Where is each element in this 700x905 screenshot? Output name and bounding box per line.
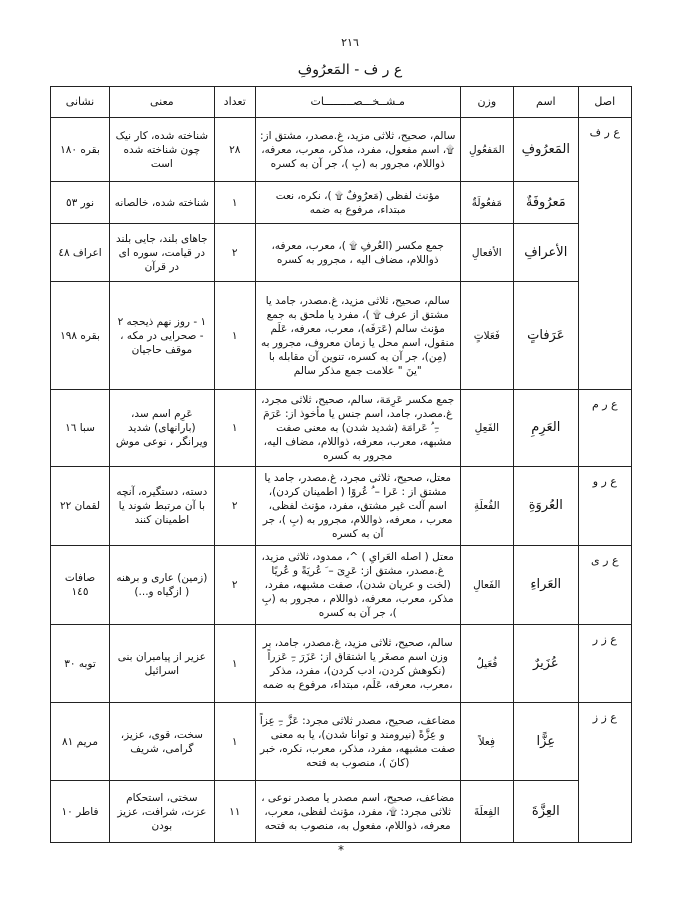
page-title: ع ر ف - المَعرُوفِ (297, 62, 403, 78)
meaning-cell: شناخته شده، کار نیک چون شناخته شده است (110, 118, 215, 182)
ism-cell: مَعرُوفَةٌ (514, 182, 579, 224)
description-cell: معتل، صحیح، ثلاثی مجرد، غ.مصدر، جامد یا مشتق از : عَرا – ُ عُروًا ( اطمینان کردن)، اسم آلت غیر مشتق، مفرد، مؤنث لفظی، معرب ، معرفه، ذواللام، مجرور به (بِ )، جر آن به کسره (255, 467, 460, 546)
count-cell: ١ (214, 182, 255, 224)
meaning-cell: شناخته شده، خالصانه (110, 182, 215, 224)
description-cell: سالم، صحیح، ثلاثی مزید، غ.مصدر، مشتق از: ۩، اسم مفعول، مفرد، مذکر، معرب، معرفه، ذواللام، مجرور به (بِ )، جر آن به کسره (255, 118, 460, 182)
description-cell: سالم، صحیح، ثلاثی مزید، غ.مصدر، جامد، بر وزن اسم مصغَر یا اشتقاق از: عَزَرَ –ِ عَزراً (نکوهش کردن، ادب کردن)، مفرد، مذکر ،معرب، معرفه، عَلَم، مبتداء، مرفوع به ضمه (255, 625, 460, 703)
ism-cell: العُروَةِ (514, 467, 579, 546)
meaning-cell: عزیر از پیامبران بنی اسرائیل (110, 625, 215, 703)
count-cell: ٢ (214, 546, 255, 625)
count-cell: ٢ (214, 224, 255, 282)
reference-cell: سبا ١٦ (51, 390, 110, 467)
meaning-cell: ١ - روز نهم ذیحجه ٢ - صحرایی در مکه ، موقف حاجیان (110, 282, 215, 390)
root-cell: ع ز ر (578, 625, 631, 703)
header-reference: نشانی (51, 87, 110, 118)
meaning-cell: (زمین) عاری و برهنه ( ازگیاه و...) (110, 546, 215, 625)
count-cell: ١ (214, 703, 255, 781)
ism-cell: العِزَّةَ (514, 781, 579, 843)
wazn-cell: الفُعلَةِ (460, 467, 513, 546)
header-meaning: معنی (110, 87, 215, 118)
description-cell: مضاعف، صحیح، مصدر ثلاثی مجرد: عَزَّ –ِ عِزاً و عِزَّةً (نیرومند و توانا شدن)، یا به معنی صفت مشبهه، مفرد، مذکر، معرب، نکره، خبر (کانَ )، منصوب به فتحه (255, 703, 460, 781)
reference-cell: توبه ٣٠ (51, 625, 110, 703)
wazn-cell: الأفعالِ (460, 224, 513, 282)
root-cell: ع ر و (578, 467, 631, 546)
wazn-cell: فُعَیلٌ (460, 625, 513, 703)
description-cell: جمع مکسر (العُرفِ ۩ )، معرب، معرفه، ذواللام، مضاف الیه ، مجرور به کسره (255, 224, 460, 282)
meaning-cell: دسته، دستگیره، آنچه با آن مرتبط شوند یا اطمینان کنند (110, 467, 215, 546)
count-cell: ٢ (214, 467, 255, 546)
count-cell: ١١ (214, 781, 255, 843)
table-row (51, 467, 632, 546)
count-cell: ١ (214, 625, 255, 703)
count-cell: ١ (214, 282, 255, 390)
table-row (51, 546, 632, 625)
meaning-cell: عَرِم اسم سد، (بارانهای) شدید ویرانگر ، نوعی موش (110, 390, 215, 467)
root-cell: ع ر م (578, 390, 631, 467)
meaning-cell: سخت، قوی، عزیز، گرامی، شریف (110, 703, 215, 781)
reference-cell: نور ٥٣ (51, 182, 110, 224)
count-cell: ١ (214, 390, 255, 467)
description-cell: سالم، صحیح، ثلاثی مزید، غ.مصدر، جامد یا مشتق از عرف ۩ )، مفرد یا ملحق به جمع مؤنث سالم (عَرَفَه)، معرب، معرفه، عَلَم منقول، اسم محل یا زمان معروف، مجرور به (مِن)، جر آن به کسره، تنوین آن مقابله با "ینَ " علامت جمع مذکر سالم (255, 282, 460, 390)
lexicon-table (50, 86, 632, 843)
header-description: مـشــخـــصـــــــــات (255, 87, 460, 118)
header-ism: اسم (514, 87, 579, 118)
table-row (51, 781, 632, 843)
wazn-cell: مَفعُولَةٌ (460, 182, 513, 224)
ism-cell: العَراءِ (514, 546, 579, 625)
header-count: تعداد (214, 87, 255, 118)
reference-cell: لقمان ٢٢ (51, 467, 110, 546)
wazn-cell: المَفعُولِ (460, 118, 513, 182)
table-row (51, 118, 632, 182)
ism-cell: عُزَیرٌ (514, 625, 579, 703)
wazn-cell: الفِعلَةَ (460, 781, 513, 843)
table-header-row (51, 87, 632, 118)
footer-mark: * (338, 843, 344, 857)
wazn-cell: فِعلاً (460, 703, 513, 781)
table-row (51, 224, 632, 282)
ism-cell: المَعرُوفِ (514, 118, 579, 182)
header-asl: اصل (578, 87, 631, 118)
ism-cell: الأعرافِ (514, 224, 579, 282)
count-cell: ٢٨ (214, 118, 255, 182)
root-cell: ع ر ف (578, 118, 631, 390)
reference-cell: فاطر ١٠ (51, 781, 110, 843)
meaning-cell: سختی، استحکام عزت، شرافت، عزیز بودن (110, 781, 215, 843)
ism-cell: عِزًّا (514, 703, 579, 781)
root-cell: ع ر ی (578, 546, 631, 625)
table-row (51, 703, 632, 781)
reference-cell: صافات ١٤٥ (51, 546, 110, 625)
reference-cell: بقره ١٩٨ (51, 282, 110, 390)
page-number: ٢١٦ (341, 36, 359, 49)
reference-cell: اعراف ٤٨ (51, 224, 110, 282)
wazn-cell: الفَعِلِ (460, 390, 513, 467)
wazn-cell: فَعَلاتٍ (460, 282, 513, 390)
table-row (51, 282, 632, 390)
header-wazn: وزن (460, 87, 513, 118)
description-cell: مضاعف، صحیح، اسم مصدر یا مصدر نوعی ، ثلاثی مجرد: ۩، مفرد، مؤنث لفظی، معرب، معرفه، ذواللام، مفعول به، منصوب به فتحه (255, 781, 460, 843)
ism-cell: عَرَفاتٍ (514, 282, 579, 390)
wazn-cell: الفَعالِ (460, 546, 513, 625)
description-cell: معتل ( اصله العَرایِ ) ^، ممدود، ثلاثی مزید، غ.مصدر، مشتق از: عَرِیَ – َ عُریَةً و عُریًا (لخت و عریان شدن)، صفت مشبهه، مفرد، مذکر، معرب، معرفه، ذواللام ، مجرور به (بِ )، جر آن به کسره (255, 546, 460, 625)
table-row (51, 390, 632, 467)
meaning-cell: جاهای بلند، جایی بلند در قیامت، سوره ای در قرآن (110, 224, 215, 282)
description-cell: جمع مکسر عَرِمَة، سالم، صحیح، ثلاثی مجرد، غ.مصدر، جامد، اسم جنس یا مأخوذ از: عَرَمَ –ِ ُ عَرامَة (شدید شدن) به معنی صفت مشبهه، معرب، معرفه، ذواللام، مضاف الیه، مجرور به کسره (255, 390, 460, 467)
ism-cell: العَرِمِ (514, 390, 579, 467)
reference-cell: مریم ٨١ (51, 703, 110, 781)
reference-cell: بقره ١٨٠ (51, 118, 110, 182)
root-cell: ع ز ز (578, 703, 631, 843)
table-row (51, 182, 632, 224)
description-cell: مؤنث لفظی (مَعرُوفٌ ۩ )، نکره، نعت مبتداء، مرفوع به ضمه (255, 182, 460, 224)
table-row (51, 625, 632, 703)
